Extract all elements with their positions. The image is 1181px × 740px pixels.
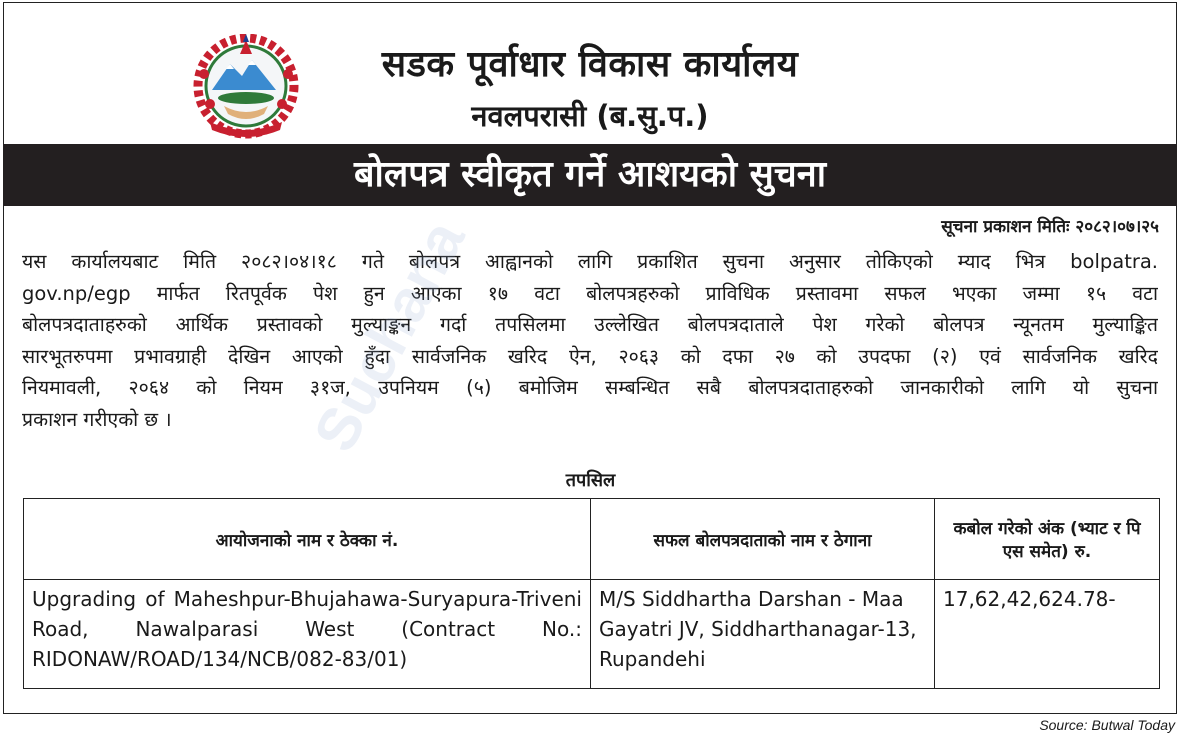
office-name: सडक पूर्वाधार विकास कार्यालय [381, 44, 799, 85]
tapasil-heading: तपसिल [565, 470, 616, 491]
body-line: बोलपत्रदाताहरुको आर्थिक प्रस्तावको मुल्याङ्कन गर्दा तपसिलमा उल्लेखित बोलपत्रदाताले पेश गरेको बोलपत्र न्यूनतम मुल्याङ्कित [22, 313, 1158, 336]
header-project: आयोजनाको नाम र ठेक्का नं. [24, 499, 591, 580]
cell-bidder: M/S Siddhartha Darshan - Maa Gayatri JV, Siddharthanagar-13, Rupandehi [591, 580, 935, 689]
notice-title: बोलपत्र स्वीकृत गर्ने आशयको सुचना [3, 144, 1177, 206]
header-bidder: सफल बोलपत्रदाताको नाम र ठेगाना [591, 499, 935, 580]
award-table [23, 498, 1160, 689]
nepal-government-emblem-icon [190, 34, 302, 140]
header-amount: कबोल गरेको अंक (भ्याट र पि एस समेत) रु. [935, 499, 1160, 580]
body-line: gov.np/egp मार्फत रितपूर्वक पेश हुन आएका १७ वटा बोलपत्रहरुको प्राविधिक प्रस्तावमा सफल भएका जम्मा १५ वटा [22, 281, 1158, 305]
table-header-row [24, 499, 1160, 580]
table-row [24, 580, 1160, 689]
source-credit: Source: Butwal Today [1039, 717, 1175, 733]
body-line: यस कार्यालयबाट मिति २०८२।०४।१८ गते बोलपत्र आह्वानको लागि प्रकाशित सुचना अनुसार तोकिएको म्याद भित्र bolpatra. [22, 250, 1158, 273]
watermark: Suchana [300, 209, 478, 462]
notice-body [22, 246, 1158, 435]
body-line: सारभूतरुपमा प्रभावग्राही देखिन आएको हुँदा सार्वजनिक खरिद ऐन, २०६३ को दफा २७ को उपदफा (२) एवं सार्वजनिक खरिद [22, 344, 1158, 368]
body-line: नियमावली, २०६४ को नियम ३१ज, उपनियम (५) बमोजिम सम्बन्धित सबै बोलपत्रदाताहरुको जानकारीको लागि यो सुचना [22, 376, 1158, 399]
office-location: नवलपरासी (ब.सु.प.) [471, 99, 709, 133]
cell-project: Upgrading of Maheshpur-Bhujahawa-Suryapura-Triveni Road, Nawalparasi West (Contract No.: RIDONAW/ROAD/134/NCB/082-83/01) [24, 580, 591, 689]
body-line: प्रकाशन गरीएको छ । [22, 407, 172, 431]
publication-date: सूचना प्रकाशन मितिः २०८२।०७।२५ [941, 217, 1159, 237]
cell-amount: 17,62,42,624.78- [935, 580, 1160, 689]
